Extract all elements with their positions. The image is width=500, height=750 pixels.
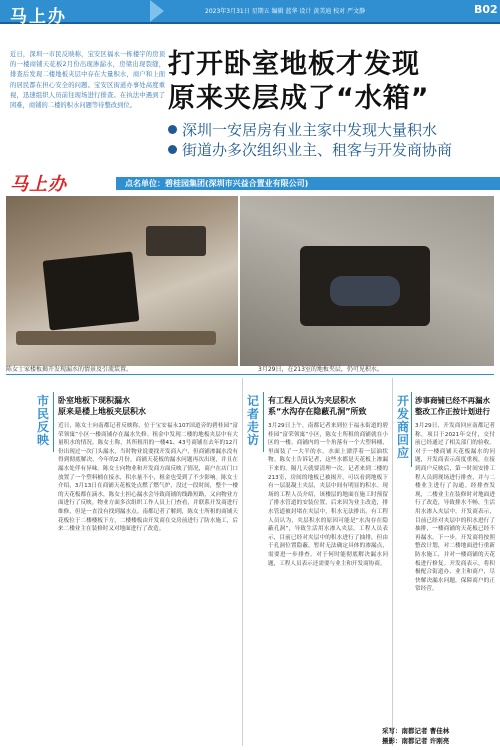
- column-label-reporter: 记者走访: [246, 394, 259, 447]
- page-number: B02: [474, 3, 498, 16]
- subheadlines: [168, 120, 488, 160]
- column-1-body: 近日，陈女士向南都记者反映称，位于宝安福永107国道旁的碧桂园“富荣领寓”小区一楼商铺存在漏水失修。租金中发现二楼的地板夹层中有大量积水的情况。陈女士称，其所租用的一楼41、43号商铺在去年的12月份出现过一次门头漏水，当时物业说要找开发商入户，但商铺渗漏水没有得到彻底解决。今年的2月份，商铺天花板的漏水问题再次出现，并且在漏水处伴有异味。陈女士向物业和开发商方面反映了情况，商户在店门口放置了一个塑料桶在接水，积水量不小，租金也受到了不少影响。陈女士介绍，3月13日在商铺天花板处点燃了燃气炉，没过一段时间，整个一楼的天花板都在滴水，陈女士担心漏水会导致商铺的线路短路，又向物业方面进行了反映。物业方面多次组织工作人员上门查看，并联系开发商进行维修，但是一直没有找到漏水点。南都记者了解到，陈女士所租的商铺天花板位于二楼楼板下方，二楼楼板由开发商在交房前进行了防水施工，后来二楼业主在装修时又对地面进行了改造。: [58, 423, 238, 533]
- credit-writer: 采写：南都记者 曹佳林: [382, 727, 450, 735]
- section-divider: [6, 374, 494, 375]
- header-arrow-decoration: [150, 0, 164, 22]
- column-2-body: 3月29日上午，南都记者来到位于福永街道的碧桂园“富荣领寓”小区，陈女士所租的商铺就在小区的一楼。商铺内的一个角落有一个大塑料桶，里面装了一大半的水，水面上漂浮着一层油状物。陈女士告诉记者，这些水都是天花板上渗漏下来的，隔几天就要清理一次。记者来到二楼的213室，房间的地板已被揭开，可以看到地板下有一层混凝土夹层，夹层中间有明显的积水。现场的工程人员介绍，该楼层的地面在施工时预留了排水管道的安装位置，后来因为业主改造，排水管道被封堵在夹层中，积水无法排出。有工程人员认为，夹层积水的原因可能是“水沟存在隐蔽孔洞”，导致生活用水渗入夹层。工程人员表示，目前已经对夹层中的积水进行了抽排，但由于孔洞位置隐蔽，暂时无法确定具体的渗漏点，需要进一步排查。对于何时能彻底解决漏水问题，工程人员表示还需要与业主和开发商协商。: [268, 423, 388, 567]
- column-2-title: 有工程人员认为夹层积水 系“水沟存在隐蔽孔洞”所致: [268, 396, 367, 416]
- photo-floor-opened: [6, 196, 238, 366]
- bullet-dot-icon: [168, 145, 177, 154]
- column-separator: [242, 378, 243, 746]
- column-label-citizen: 市民反映: [36, 394, 49, 447]
- named-unit-text: 点名单位：碧桂园集团(深圳市兴益合置业有限公司): [125, 179, 309, 188]
- photo-caption-2: 3月29日，在213室的地板夹层，仍可见积水。: [258, 366, 383, 373]
- headline-line-1: 打开卧室地板才发现: [168, 49, 420, 80]
- intro-summary: 近日，深圳一市民反映称，宝安区福永一栋楼宇的房顶的一楼商铺天花板2月份出现渗漏水，房梁出现裂缝，排查后发现二楼地板夹层中存在大量积水，商户和上面的居民都在担心安全的问题。宝安区街道办事处高度重视，迅速组织人员前往现场进行排查。在执法中遇到了困难，商铺的二楼的积水问题等待整改到位。: [10, 51, 165, 110]
- headline: [168, 48, 488, 116]
- subheadline-1: 深圳一安居房有业主家中发现大量积水: [168, 120, 488, 140]
- header-stripe: [0, 22, 500, 24]
- column-label-developer: 开发商回应: [396, 394, 409, 460]
- photo-floor-edge: [16, 331, 216, 345]
- issue-meta: 2023年3月31日 星期五 编辑 蓝华 设计 黄美迪 校对 严文静: [205, 8, 366, 15]
- photo-interlayer-water: [240, 196, 494, 366]
- photo-water-surface: [330, 276, 400, 306]
- column-logo: 马上办: [10, 174, 67, 195]
- photo-floor-hole: [43, 251, 140, 330]
- column-1-title: 卧室地板下现积漏水 原来是楼上地板夹层积水: [58, 396, 146, 416]
- column-separator: [392, 378, 393, 746]
- credit-photographer: 摄影：南都记者 许刚亮: [382, 737, 450, 745]
- photo-pipe-area: [146, 226, 206, 256]
- column-label-line: [263, 392, 264, 452]
- column-3-title: 涉事商铺已经不再漏水 整改工作正按计划进行: [415, 396, 490, 416]
- subheadline-2: 街道办多次组织业主、租客与开发商协商: [168, 140, 488, 160]
- column-3-body: 3月29日，开发商回应南都记者称，项目于2021年交付，交付前已经通过了相关部门的验收。对于一楼商铺天花板漏水的问题，开发商表示高度重视，在接到商户反映后，第一时间安排工程人员到现场进行排查，并与二楼业主进行了沟通。经排查发现，二楼业主在装修时对地面进行了改造，导致排水不畅，生活用水渗入夹层中。开发商表示，目前已经对夹层中的积水进行了抽排，一楼商铺的天花板已经不再漏水。下一步，开发商将按照整改计划，对二楼地面进行重新防水施工，并对一楼商铺的天花板进行修复。开发商表示，将积极配合街道办、业主和商户，尽快解决漏水问题，保障商户的正常经营。: [415, 423, 495, 593]
- column-label-line: [411, 392, 412, 467]
- credits: [382, 726, 449, 746]
- column-label-line: [53, 392, 54, 452]
- photo-caption-1: 陈女士家楼板揭开发现漏水的情景及引流装置。: [6, 366, 133, 373]
- section-title: 马上办: [10, 7, 67, 27]
- headline-line-2: 原来夹层成了“水箱”: [168, 83, 430, 114]
- bullet-dot-icon: [168, 125, 177, 134]
